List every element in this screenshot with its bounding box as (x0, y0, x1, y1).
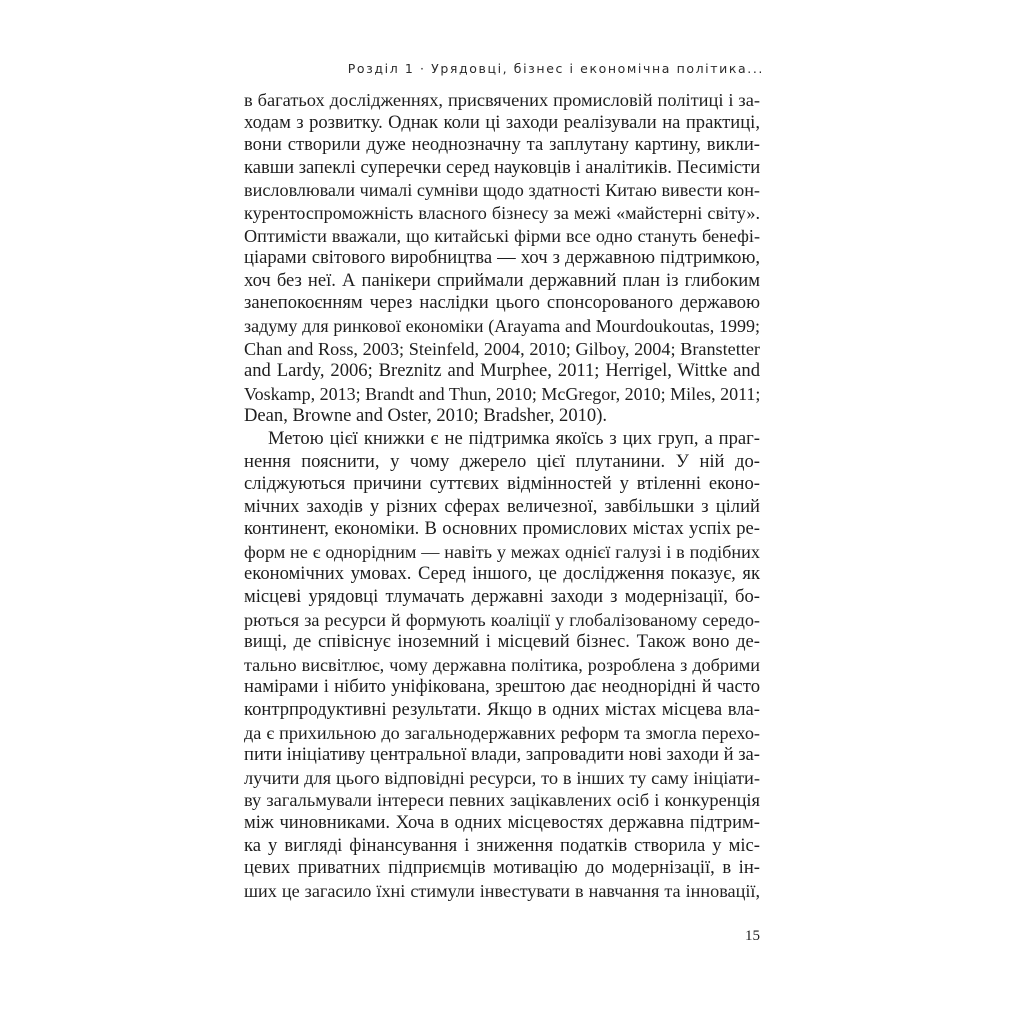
text-line: курентоспроможність власного бізнесу за межі «майстерні світу». (244, 202, 760, 223)
text-line: хоч без неї. А панікери сприймали державний план із глибоким (244, 269, 760, 291)
text-line: занепокоєнням через наслідки цього спонсорованого державою (244, 292, 760, 314)
text-line: висловлювали чималі сумніви щодо здатності Китаю вивести кон- (244, 180, 760, 201)
text-line: ву загальмували інтереси певних зацікавлених осіб і конкуренція (244, 790, 760, 811)
text-line: форм не є однорідним — навіть у межах однієї галузі і в подібних (244, 541, 760, 562)
text-line: Метою цієї книжки є не підтримка якоїсь з цих груп, а праг- (268, 427, 760, 449)
text-line: між чиновниками. Хоча в одних місцевостях державна підтрим- (244, 812, 760, 833)
text-line: в багатьох дослідженнях, присвячених промисловій політиці і за- (244, 90, 760, 110)
text-line: вони створили дуже неоднозначну та заплутану картину, викли- (244, 134, 760, 156)
text-line: ціарами світового виробництва — хоч з державною підтримкою, (244, 247, 760, 269)
text-line: пити ініціативу центральної влади, запровадити нові заходи й за- (244, 744, 760, 766)
body-text (244, 89, 760, 902)
text-line: вищі, де співіснує іноземний і місцевий бізнес. Також воно де- (244, 631, 760, 653)
paragraph-1 (244, 89, 760, 428)
text-line: Оптимісти вважали, що китайські фірми все одно стануть бенефі- (244, 225, 760, 246)
text-line: нення пояснити, у чому джерело цієї плутанини. У ній до- (244, 450, 760, 472)
text-line: цевих приватних підприємців мотивацію до модернізації, в ін- (244, 857, 760, 879)
text-line: рються за ресурси й формують коаліції у глобалізованому середо- (244, 609, 760, 630)
text-line: мічних заходів у різних сферах величезної, завбільшки з цілий (244, 495, 760, 517)
text-line: економічних умовах. Серед іншого, це дослідження показує, як (244, 563, 760, 585)
text-line: місцеві урядовці тлумачать державні заходи з модернізації, бо- (244, 586, 760, 608)
text-line: кавши запеклі суперечки серед науковців і аналітиків. Песимісти (244, 156, 761, 178)
text-line: Voskamp, 2013; Brandt and Thun, 2010; McGregor, 2010; Miles, 2011; (244, 383, 761, 404)
paragraph-2 (244, 428, 760, 902)
text-line: ших це загасило їхні стимули інвестувати в навчання та інновації, (244, 880, 760, 901)
text-line: континент, економіки. В основних промислових містах успіх ре- (244, 518, 760, 540)
text-line: and Lardy, 2006; Breznitz and Murphee, 2011; Herrigel, Wittke and (244, 360, 760, 382)
text-line: Dean, Browne and Oster, 2010; Bradsher, 2010). (244, 405, 608, 427)
text-line: да є прихильною до загальнодержавних реформ та змогла перехо- (244, 722, 760, 743)
text-line: лучити для цього відповідні ресурси, то в інших ту саму ініціати- (244, 767, 760, 788)
text-line: намірами і нібито уніфікована, зрештою дає неоднорідні й часто (244, 676, 760, 698)
running-head: Розділ 1 · Урядовці, бізнес і економічна політика... (347, 61, 764, 76)
text-line: ка у вигляді фінансування і зниження податків створила у міс- (244, 834, 760, 856)
text-line: тально висвітлює, чому державна політика, розроблена з добрими (244, 654, 760, 675)
text-line: ходам з розвитку. Однак коли ці заходи реалізували на практиці, (244, 111, 760, 133)
text-line: задуму для ринкової економіки (Arayama and Mourdoukoutas, 1999; (244, 315, 760, 336)
page-number: 15 (745, 928, 760, 944)
text-line: контрпродуктивні результати. Якщо в одних містах місцева вла- (244, 699, 760, 721)
text-line: сліджуються причини суттєвих відмінностей у втіленні еконо- (244, 473, 760, 495)
text-line: Chan and Ross, 2003; Steinfeld, 2004, 2010; Gilboy, 2004; Branstetter (244, 338, 760, 359)
